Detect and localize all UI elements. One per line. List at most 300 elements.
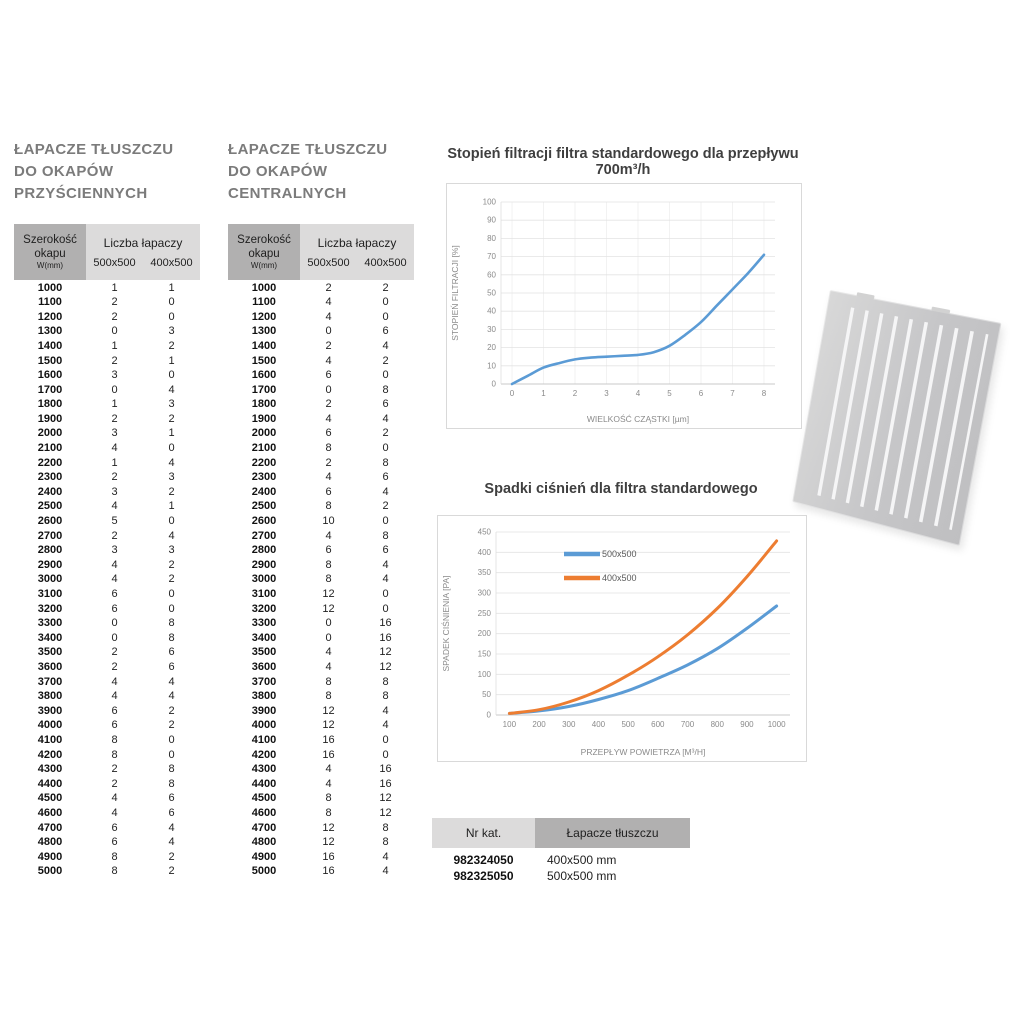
table-cell: 1200 bbox=[37, 310, 63, 323]
table-row bbox=[228, 324, 414, 339]
table-cell: 4800 bbox=[37, 836, 63, 849]
header-text: okapu bbox=[248, 248, 280, 261]
table-cell: 2600 bbox=[37, 515, 63, 528]
table-cell: 6 bbox=[111, 821, 118, 834]
table-cell: 0 bbox=[382, 748, 389, 761]
table-cell: 1 bbox=[168, 354, 175, 367]
table-cell: 4 bbox=[111, 690, 118, 703]
svg-text:10: 10 bbox=[487, 361, 496, 371]
table-cell: 16 bbox=[379, 763, 392, 776]
table-cell: 4 bbox=[382, 850, 389, 863]
table-cell: 1 bbox=[111, 339, 118, 352]
svg-text:250: 250 bbox=[477, 608, 491, 618]
svg-text:200: 200 bbox=[532, 720, 546, 729]
table-cell: 3100 bbox=[37, 588, 63, 601]
table-cell: 6 bbox=[382, 398, 389, 411]
table-row bbox=[14, 601, 200, 616]
svg-text:400x500: 400x500 bbox=[602, 573, 637, 583]
table-cell: 4 bbox=[325, 529, 332, 542]
svg-text:400: 400 bbox=[477, 547, 491, 557]
table-cell: 3200 bbox=[251, 602, 277, 615]
svg-text:300: 300 bbox=[562, 720, 576, 729]
table-cell: 6 bbox=[325, 544, 332, 557]
table-cell: 8 bbox=[325, 675, 332, 688]
filter-mount-tab bbox=[857, 292, 875, 299]
table-cell: 0 bbox=[382, 296, 389, 309]
table-cell: 12 bbox=[379, 646, 392, 659]
svg-text:20: 20 bbox=[487, 343, 496, 353]
table-cell: 2 bbox=[168, 485, 175, 498]
table-cell: 16 bbox=[379, 777, 392, 790]
table-cell: 2 bbox=[168, 558, 175, 571]
table-row bbox=[228, 864, 414, 879]
table-row bbox=[14, 382, 200, 397]
table-cell: 0 bbox=[168, 733, 175, 746]
table-row bbox=[228, 543, 414, 558]
svg-text:30: 30 bbox=[487, 324, 496, 334]
svg-text:40: 40 bbox=[487, 306, 496, 316]
table-cell: 3 bbox=[168, 398, 175, 411]
table-row bbox=[14, 791, 200, 806]
table-cell: 4900 bbox=[37, 850, 63, 863]
table-body bbox=[14, 280, 200, 878]
table-cell: 12 bbox=[322, 836, 335, 849]
table-cell: 6 bbox=[325, 427, 332, 440]
svg-text:50: 50 bbox=[482, 690, 491, 700]
svg-text:500x500: 500x500 bbox=[602, 549, 637, 559]
filtration-chart-canvas bbox=[447, 184, 801, 428]
svg-text:500: 500 bbox=[621, 720, 635, 729]
table-cell: 8 bbox=[382, 690, 389, 703]
table-cell: 2900 bbox=[251, 558, 277, 571]
table-cell: 12 bbox=[379, 792, 392, 805]
table-row bbox=[14, 412, 200, 427]
table-cell: 0 bbox=[325, 631, 332, 644]
table-cell: 6 bbox=[111, 588, 118, 601]
table-row bbox=[14, 718, 200, 733]
table-cell: 8 bbox=[382, 821, 389, 834]
svg-text:200: 200 bbox=[477, 629, 491, 639]
svg-text:3: 3 bbox=[604, 389, 609, 398]
table-cell: 2 bbox=[382, 427, 389, 440]
table-cell: 8 bbox=[325, 500, 332, 513]
catalog-header bbox=[432, 818, 690, 848]
table-cell: 4 bbox=[325, 310, 332, 323]
table-cell: 16 bbox=[322, 865, 335, 878]
table-row bbox=[228, 514, 414, 529]
table-cell: 4 bbox=[382, 719, 389, 732]
table-cell: 8 bbox=[325, 573, 332, 586]
catalog-body bbox=[432, 852, 690, 884]
table-cell: 4 bbox=[111, 675, 118, 688]
header-text: Szerokość bbox=[23, 233, 77, 246]
table-row bbox=[14, 776, 200, 791]
table-row bbox=[14, 820, 200, 835]
table-cell: 500x500 mm bbox=[547, 869, 617, 883]
table-cell: 2700 bbox=[37, 529, 63, 542]
table-cell: 3300 bbox=[37, 617, 63, 630]
table-cell: 6 bbox=[111, 704, 118, 717]
table-cell: 0 bbox=[168, 588, 175, 601]
table-cell: 2 bbox=[111, 310, 118, 323]
table-row bbox=[228, 368, 414, 383]
title-line: ŁAPACZE TŁUSZCZU bbox=[228, 141, 388, 158]
header-col-400x500: 400x500 bbox=[364, 256, 407, 269]
table-cell: 4 bbox=[325, 296, 332, 309]
table-cell: 12 bbox=[322, 821, 335, 834]
table-cell: 2 bbox=[325, 456, 332, 469]
table-cell: 3000 bbox=[251, 573, 277, 586]
table-cell: 4 bbox=[382, 865, 389, 878]
svg-text:STOPIEŃ FILTRACJI [%]: STOPIEŃ FILTRACJI [%] bbox=[450, 245, 460, 341]
table-cell: 3 bbox=[168, 544, 175, 557]
table-row bbox=[228, 747, 414, 762]
header-col-500x500: 500x500 bbox=[307, 256, 350, 269]
catalog-header-nr-kat: Nr kat. bbox=[432, 818, 535, 848]
table-cell: 2 bbox=[382, 354, 389, 367]
grease-trap-table-central bbox=[228, 224, 414, 878]
header-group-label: Liczba łapaczy bbox=[103, 235, 183, 250]
table-cell: 2 bbox=[325, 339, 332, 352]
table-row bbox=[228, 791, 414, 806]
table-cell: 0 bbox=[382, 442, 389, 455]
table-row bbox=[228, 572, 414, 587]
table-row bbox=[228, 776, 414, 791]
svg-text:PRZEPŁYW POWIETRZA [M³/H]: PRZEPŁYW POWIETRZA [M³/H] bbox=[580, 747, 706, 757]
table-row bbox=[228, 382, 414, 397]
table-row bbox=[228, 455, 414, 470]
table-cell: 2 bbox=[111, 354, 118, 367]
table-cell: 2 bbox=[168, 719, 175, 732]
table-cell: 4 bbox=[325, 777, 332, 790]
table-cell: 0 bbox=[382, 733, 389, 746]
table-row bbox=[14, 616, 200, 631]
table-cell: 6 bbox=[168, 806, 175, 819]
table-row bbox=[228, 733, 414, 748]
table-row bbox=[14, 631, 200, 646]
table-cell: 1800 bbox=[251, 398, 277, 411]
central-hoods-section bbox=[228, 139, 414, 879]
table-cell: 1900 bbox=[251, 412, 277, 425]
table-cell: 4400 bbox=[251, 777, 277, 790]
table-row bbox=[432, 852, 690, 868]
table-cell: 1200 bbox=[251, 310, 277, 323]
table-cell: 4100 bbox=[37, 733, 63, 746]
svg-text:7: 7 bbox=[730, 389, 735, 398]
table-cell: 2 bbox=[382, 500, 389, 513]
table-row bbox=[14, 280, 200, 295]
table-cell: 8 bbox=[325, 558, 332, 571]
title-line: PRZYŚCIENNYCH bbox=[14, 184, 148, 202]
table-cell: 0 bbox=[382, 515, 389, 528]
table-cell: 2 bbox=[111, 646, 118, 659]
table-cell: 3 bbox=[111, 544, 118, 557]
table-cell: 3400 bbox=[251, 631, 277, 644]
table-cell: 3400 bbox=[37, 631, 63, 644]
table-row bbox=[14, 499, 200, 514]
table-cell: 3500 bbox=[251, 646, 277, 659]
table-cell: 3900 bbox=[251, 704, 277, 717]
table-cell: 12 bbox=[379, 806, 392, 819]
table-cell: 0 bbox=[325, 617, 332, 630]
table-header bbox=[14, 224, 200, 280]
table-row bbox=[14, 324, 200, 339]
table-row bbox=[14, 674, 200, 689]
table-cell: 1500 bbox=[251, 354, 277, 367]
table-cell: 1000 bbox=[251, 281, 277, 294]
table-cell: 8 bbox=[168, 777, 175, 790]
table-cell: 6 bbox=[382, 544, 389, 557]
table-row bbox=[14, 368, 200, 383]
table-cell: 3700 bbox=[251, 675, 277, 688]
filter-panel bbox=[792, 290, 1001, 546]
table-cell: 4 bbox=[168, 383, 175, 396]
table-row bbox=[14, 543, 200, 558]
svg-text:600: 600 bbox=[651, 720, 665, 729]
table-cell: 3200 bbox=[37, 602, 63, 615]
table-cell: 4600 bbox=[37, 806, 63, 819]
table-cell: 3000 bbox=[37, 573, 63, 586]
table-cell: 2900 bbox=[37, 558, 63, 571]
table-cell: 5000 bbox=[37, 865, 63, 878]
table-cell: 0 bbox=[382, 369, 389, 382]
table-row bbox=[228, 631, 414, 646]
table-cell: 1500 bbox=[37, 354, 63, 367]
table-cell: 1 bbox=[168, 500, 175, 513]
table-cell: 4400 bbox=[37, 777, 63, 790]
table-cell: 2600 bbox=[251, 515, 277, 528]
table-cell: 1400 bbox=[251, 339, 277, 352]
svg-text:4: 4 bbox=[635, 389, 641, 398]
svg-text:700: 700 bbox=[680, 720, 695, 729]
table-row bbox=[14, 864, 200, 879]
header-col-500x500: 500x500 bbox=[93, 256, 136, 269]
table-cell: 4000 bbox=[251, 719, 277, 732]
svg-text:8: 8 bbox=[761, 389, 767, 398]
table-row bbox=[228, 353, 414, 368]
table-row bbox=[14, 806, 200, 821]
svg-text:900: 900 bbox=[740, 720, 754, 729]
table-row bbox=[228, 470, 414, 485]
table-row bbox=[228, 762, 414, 777]
table-body bbox=[228, 280, 414, 878]
table-cell: 6 bbox=[168, 646, 175, 659]
table-cell: 0 bbox=[325, 325, 332, 338]
table-cell: 400x500 mm bbox=[547, 853, 617, 867]
table-cell: 4 bbox=[111, 573, 118, 586]
pressure-chart bbox=[437, 515, 807, 762]
grease-trap-table-wall bbox=[14, 224, 200, 878]
table-cell: 2400 bbox=[251, 485, 277, 498]
table-cell: 3100 bbox=[251, 588, 277, 601]
table-cell: 6 bbox=[382, 325, 389, 338]
table-row bbox=[228, 616, 414, 631]
table-row bbox=[228, 295, 414, 310]
header-cell-hood-width bbox=[228, 224, 300, 280]
table-row bbox=[228, 441, 414, 456]
filtration-chart-title: Stopień filtracji filtra standardowego dla przepływu 700m³/h bbox=[447, 146, 799, 178]
table-cell: 2 bbox=[168, 412, 175, 425]
table-cell: 6 bbox=[111, 836, 118, 849]
table-header bbox=[228, 224, 414, 280]
table-cell: 4 bbox=[382, 485, 389, 498]
table-row bbox=[228, 339, 414, 354]
svg-text:5: 5 bbox=[667, 389, 672, 398]
table-cell: 1300 bbox=[37, 325, 63, 338]
table-cell: 1600 bbox=[251, 369, 277, 382]
section-title-wall bbox=[14, 139, 200, 204]
svg-text:2: 2 bbox=[572, 389, 578, 398]
table-row bbox=[14, 470, 200, 485]
svg-text:0: 0 bbox=[491, 379, 496, 389]
table-row bbox=[14, 703, 200, 718]
table-cell: 8 bbox=[168, 631, 175, 644]
title-line: DO OKAPÓW bbox=[14, 162, 114, 180]
table-cell: 3 bbox=[111, 485, 118, 498]
table-row bbox=[228, 412, 414, 427]
table-cell: 12 bbox=[322, 588, 335, 601]
table-row bbox=[14, 835, 200, 850]
table-cell: 982324050 bbox=[453, 853, 514, 867]
table-cell: 3500 bbox=[37, 646, 63, 659]
table-cell: 8 bbox=[325, 442, 332, 455]
table-cell: 0 bbox=[111, 617, 118, 630]
table-cell: 6 bbox=[111, 719, 118, 732]
table-cell: 0 bbox=[382, 602, 389, 615]
table-cell: 0 bbox=[111, 383, 118, 396]
pressure-chart-canvas bbox=[438, 516, 806, 761]
table-cell: 2 bbox=[111, 471, 118, 484]
table-cell: 3800 bbox=[251, 690, 277, 703]
table-cell: 4600 bbox=[251, 806, 277, 819]
svg-text:WIELKOŚĆ CZĄSTKI [µm]: WIELKOŚĆ CZĄSTKI [µm] bbox=[586, 414, 690, 424]
table-cell: 16 bbox=[379, 631, 392, 644]
table-cell: 2 bbox=[382, 281, 389, 294]
table-row bbox=[228, 309, 414, 324]
table-cell: 4 bbox=[325, 646, 332, 659]
table-cell: 3300 bbox=[251, 617, 277, 630]
table-cell: 1 bbox=[111, 398, 118, 411]
table-cell: 2 bbox=[168, 865, 175, 878]
table-row bbox=[14, 353, 200, 368]
table-cell: 4500 bbox=[251, 792, 277, 805]
table-cell: 16 bbox=[379, 617, 392, 630]
table-cell: 0 bbox=[111, 631, 118, 644]
table-cell: 10 bbox=[322, 515, 335, 528]
table-cell: 8 bbox=[325, 792, 332, 805]
header-text: W(mm) bbox=[250, 261, 278, 271]
table-cell: 4100 bbox=[251, 733, 277, 746]
table-cell: 0 bbox=[382, 310, 389, 323]
table-row bbox=[14, 587, 200, 602]
table-row bbox=[228, 645, 414, 660]
table-cell: 8 bbox=[382, 675, 389, 688]
table-cell: 0 bbox=[168, 515, 175, 528]
table-cell: 0 bbox=[168, 310, 175, 323]
table-cell: 5 bbox=[111, 515, 118, 528]
table-cell: 4 bbox=[382, 704, 389, 717]
table-cell: 1 bbox=[111, 456, 118, 469]
table-cell: 4 bbox=[325, 763, 332, 776]
filter-mount-tab bbox=[931, 307, 950, 315]
table-row bbox=[14, 295, 200, 310]
table-row bbox=[228, 397, 414, 412]
table-cell: 1900 bbox=[37, 412, 63, 425]
table-row bbox=[228, 689, 414, 704]
table-cell: 8 bbox=[111, 748, 118, 761]
table-cell: 5000 bbox=[251, 865, 277, 878]
table-cell: 4900 bbox=[251, 850, 277, 863]
table-cell: 16 bbox=[322, 748, 335, 761]
table-cell: 2 bbox=[111, 660, 118, 673]
table-cell: 8 bbox=[111, 865, 118, 878]
table-row bbox=[228, 485, 414, 500]
svg-text:70: 70 bbox=[487, 252, 496, 262]
table-row bbox=[14, 849, 200, 864]
table-cell: 0 bbox=[168, 442, 175, 455]
table-row bbox=[14, 309, 200, 324]
table-cell: 4700 bbox=[37, 821, 63, 834]
table-cell: 2800 bbox=[37, 544, 63, 557]
table-cell: 8 bbox=[325, 806, 332, 819]
svg-text:100: 100 bbox=[477, 669, 491, 679]
svg-text:0: 0 bbox=[509, 389, 515, 398]
table-row bbox=[228, 849, 414, 864]
table-cell: 6 bbox=[325, 369, 332, 382]
table-row bbox=[14, 455, 200, 470]
table-cell: 1700 bbox=[37, 383, 63, 396]
table-cell: 2200 bbox=[37, 456, 63, 469]
table-row bbox=[228, 703, 414, 718]
title-line: CENTRALNYCH bbox=[228, 184, 347, 202]
table-cell: 0 bbox=[168, 369, 175, 382]
table-cell: 1 bbox=[168, 427, 175, 440]
wall-hoods-section bbox=[14, 139, 200, 879]
table-cell: 4700 bbox=[251, 821, 277, 834]
table-cell: 2 bbox=[325, 398, 332, 411]
table-cell: 1000 bbox=[37, 281, 63, 294]
table-cell: 2 bbox=[325, 281, 332, 294]
table-cell: 4 bbox=[325, 471, 332, 484]
table-row bbox=[228, 587, 414, 602]
table-row bbox=[14, 558, 200, 573]
table-cell: 6 bbox=[168, 792, 175, 805]
table-row bbox=[14, 528, 200, 543]
table-row bbox=[228, 835, 414, 850]
table-cell: 4 bbox=[168, 836, 175, 849]
table-cell: 4 bbox=[168, 529, 175, 542]
table-cell: 4 bbox=[168, 675, 175, 688]
table-row bbox=[228, 820, 414, 835]
table-cell: 2 bbox=[168, 704, 175, 717]
table-cell: 2000 bbox=[37, 427, 63, 440]
svg-text:SPADEK CIŚNIENIA [PA]: SPADEK CIŚNIENIA [PA] bbox=[441, 575, 451, 672]
table-cell: 3900 bbox=[37, 704, 63, 717]
table-cell: 6 bbox=[168, 660, 175, 673]
header-text: W(mm) bbox=[36, 261, 64, 271]
table-cell: 2 bbox=[111, 763, 118, 776]
table-cell: 2100 bbox=[37, 442, 63, 455]
table-cell: 4 bbox=[325, 660, 332, 673]
svg-text:800: 800 bbox=[710, 720, 724, 729]
table-cell: 3700 bbox=[37, 675, 63, 688]
svg-text:60: 60 bbox=[487, 270, 496, 280]
table-cell: 4 bbox=[382, 339, 389, 352]
table-cell: 1100 bbox=[38, 296, 62, 309]
svg-text:0: 0 bbox=[486, 710, 491, 720]
table-cell: 2 bbox=[168, 573, 175, 586]
table-cell: 0 bbox=[168, 602, 175, 615]
